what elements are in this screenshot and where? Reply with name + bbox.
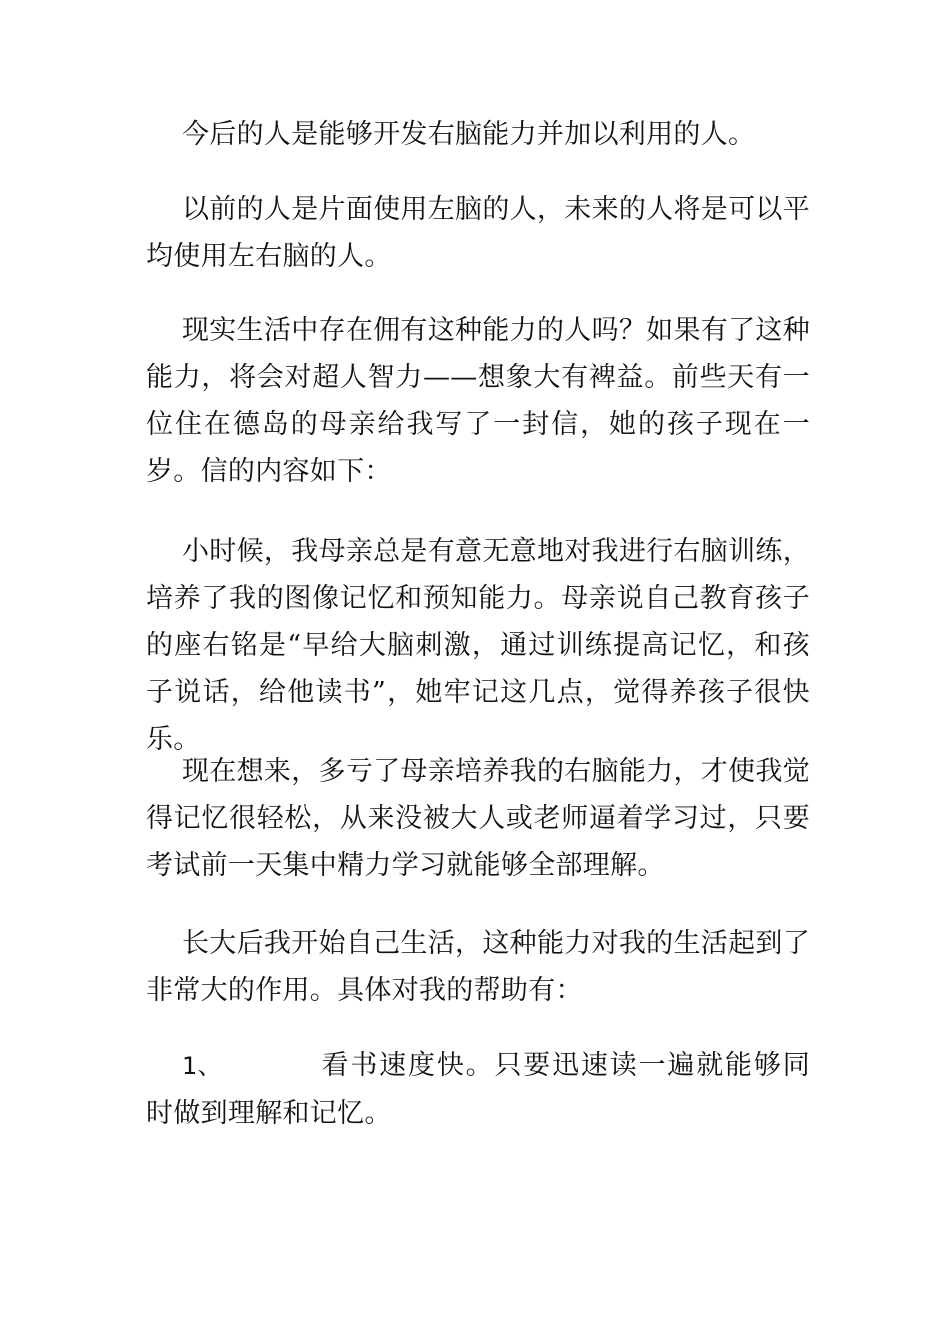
list-item-number: 1、 xyxy=(182,1052,222,1080)
paragraph-3: 现实生活中存在佣有这种能力的人吗？如果有了这种能力，将会对超人智力——想象大有裨益。前些天有一位住在德岛的母亲给我写了一封信，她的孩子现在一岁。信的内容如下： xyxy=(146,315,810,487)
paragraph-2: 以前的人是片面使用左脑的人，未来的人将是可以平均使用左右脑的人。 xyxy=(146,194,810,272)
paragraph-6: 长大后我开始自己生活，这种能力对我的生活起到了非常大的作用。具体对我的帮助有： xyxy=(146,928,810,1006)
paragraph-5: 现在想来，多亏了母亲培养我的右脑能力，才使我觉得记忆很轻松，从来没被大人或老师逼着学习过，只要考试前一天集中精力学习就能够全部理解。 xyxy=(146,756,810,881)
list-item-text: 看书速度快。只要迅速读一遍就能够同时做到理解和记忆。 xyxy=(146,1050,810,1129)
paragraph-4: 小时候，我母亲总是有意无意地对我进行右脑训练，培养了我的图像记忆和预知能力。母亲说自己教育孩子的座右铭是“早给大脑刺激，通过训练提高记忆，和孩子说话，给他读书”，她牢记这几点，觉得养孩子很快乐。 xyxy=(146,536,810,755)
paragraph-1: 今后的人是能够开发右脑能力并加以利用的人。 xyxy=(182,119,756,150)
list-item-1 xyxy=(146,1042,810,1137)
